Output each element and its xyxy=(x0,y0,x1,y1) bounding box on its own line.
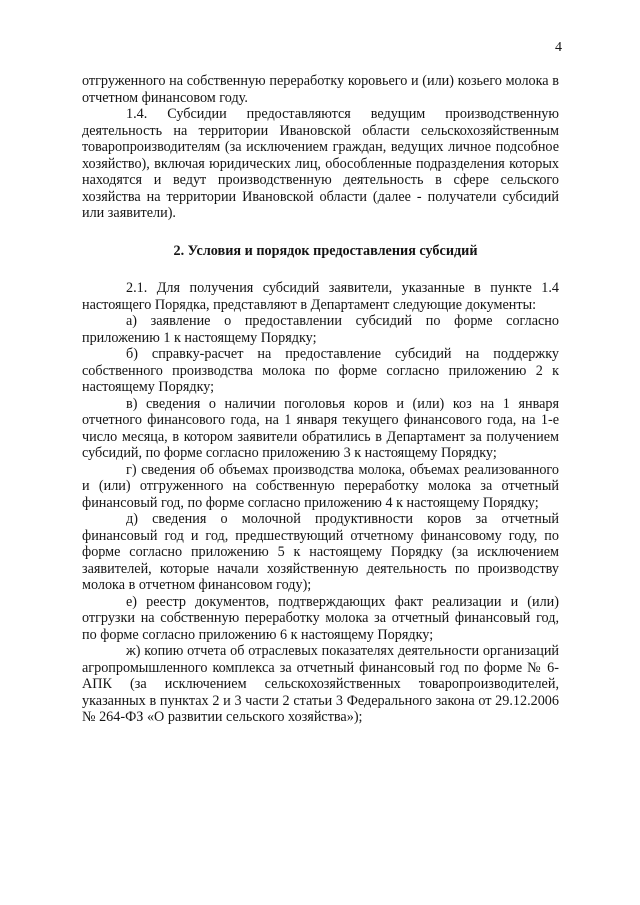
list-item-g: г) сведения об объемах производства молока, объемах реализованного и (или) отгруженного на собственную переработку молока за отчетный финансовый год, по форме согласно приложению 4 к настоящему Порядку; xyxy=(82,461,559,511)
list-item-e: е) реестр документов, подтверждающих факт реализации и (или) отгрузки на собственную переработку молока за отчетный финансовый год, по форме согласно приложению 6 к настоящему Порядку; xyxy=(82,593,559,643)
page-number: 4 xyxy=(555,40,562,55)
list-item-a: а) заявление о предоставлении субсидий по форме согласно приложению 1 к настоящему Порядку; xyxy=(82,313,559,346)
paragraph-1-4: 1.4. Субсидии предоставляются ведущим производственную деятельность на территории Ивановской области сельскохозяйственным товаропроизводителям (за исключением граждан, ведущих личное подсобное хозяйство), включая юридических лиц, обособленные подразделения которых находятся и ведут производственную деятельность в сфере сельского хозяйства на территории Ивановской области (далее - получатели субсидий или заявители). xyxy=(82,106,559,221)
paragraph-continuation: отгруженного на собственную переработку коровьего и (или) козьего молока в отчетном финансовом году. xyxy=(82,73,559,106)
list-item-d: д) сведения о молочной продуктивности коров за отчетный финансовый год и год, предшествующий отчетному финансовому году, по форме согласно приложению 5 к настоящему Порядку (за исключением заявителей, которые начали хозяйственную деятельность по производству молока в отчетном финансовом году); xyxy=(82,511,559,593)
list-item-b: б) справку-расчет на предоставление субсидий на поддержку собственного производства молока по форме согласно приложению 2 к настоящему Порядку; xyxy=(82,346,559,395)
section-heading: 2. Условия и порядок предоставления субсидий xyxy=(173,242,478,259)
document-body xyxy=(82,73,559,726)
paragraph-2-1: 2.1. Для получения субсидий заявители, указанные в пункте 1.4 настоящего Порядка, представляют в Департамент следующие документы: xyxy=(82,280,559,313)
list-item-v: в) сведения о наличии поголовья коров и (или) коз на 1 января отчетного финансового года, на 1 января текущего финансового года, на 1-е число месяца, в котором заявители обратились в Департамент за получением субсидий, по форме согласно приложению 3 к настоящему Порядку; xyxy=(82,395,559,461)
list-item-zh: ж) копию отчета об отраслевых показателях деятельности организаций агропромышленного комплекса за отчетный финансовый год по форме № 6-АПК (за исключением сельскохозяйственных товаропроизводителей, указанных в пунктах 2 и 3 части 2 статьи 3 Федерального закона от 29.12.2006 № 264-ФЗ «О развитии сельского хозяйства»); xyxy=(82,643,559,725)
